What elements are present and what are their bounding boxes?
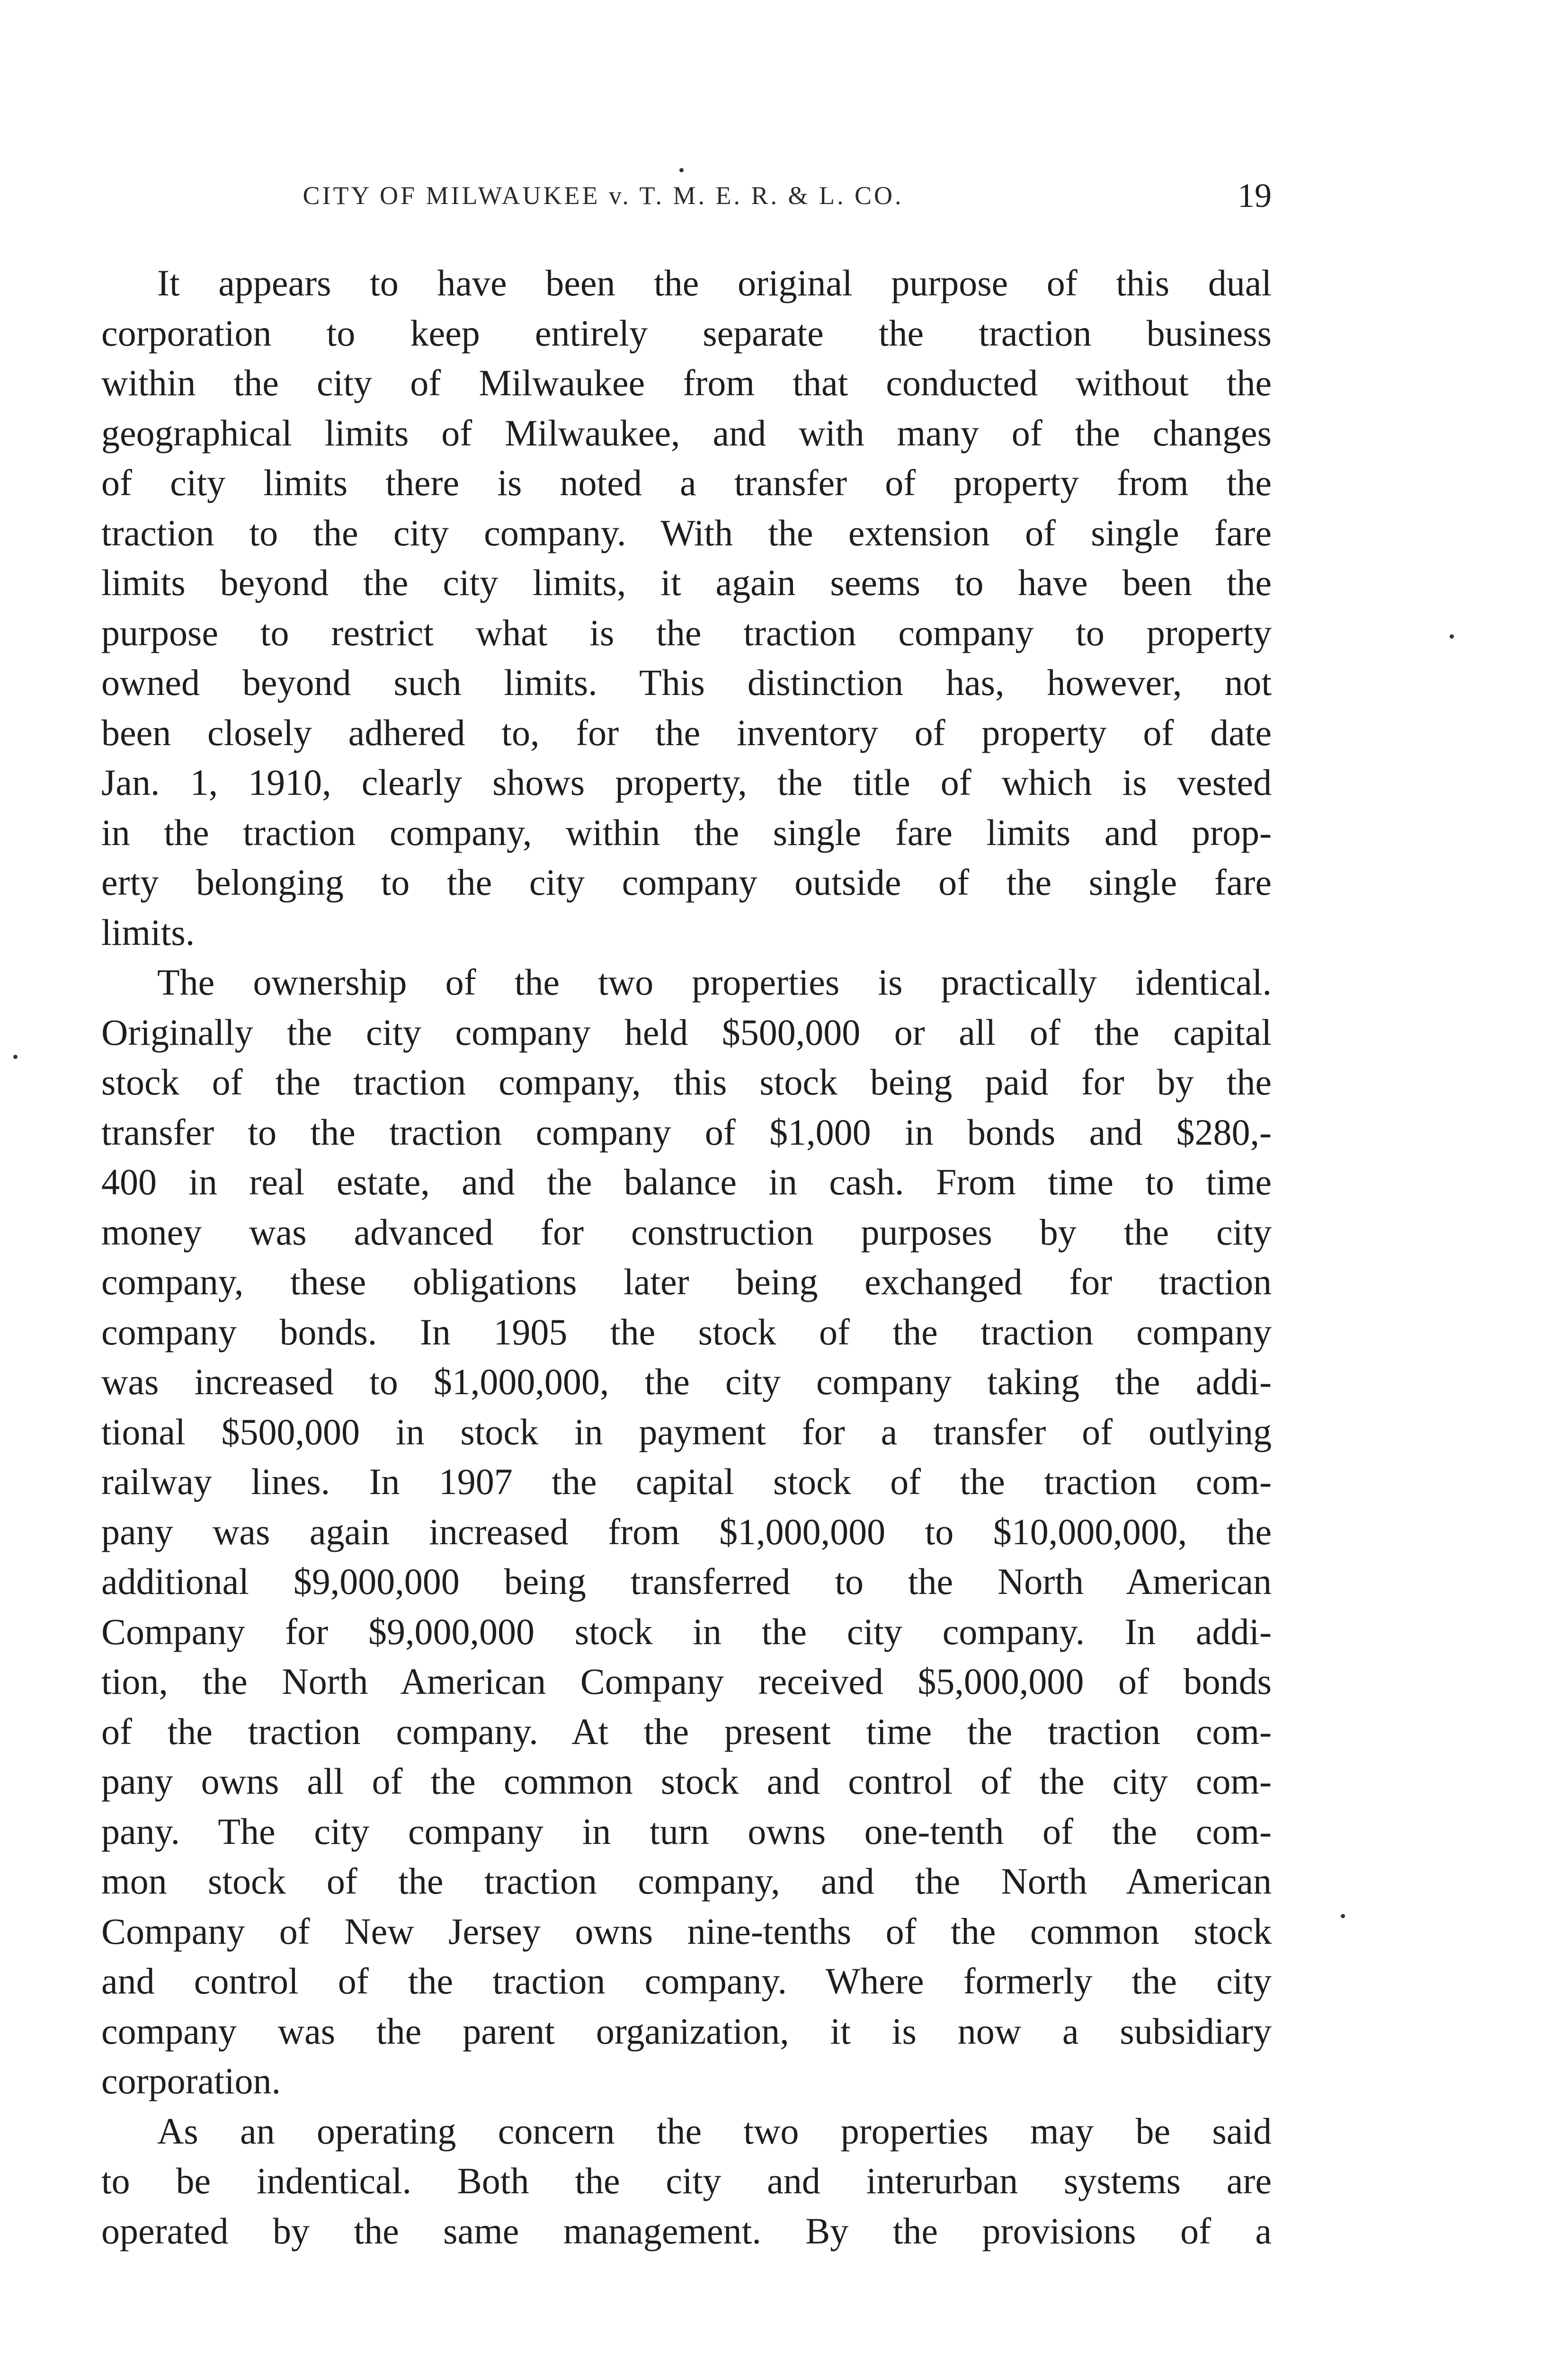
text-line: corporation to keep entirely separate the traction business: [101, 312, 1272, 354]
text-line: purpose to restrict what is the traction company to property: [101, 612, 1272, 653]
text-line: and control of the traction company. Where formerly the city: [101, 1960, 1272, 2002]
text-line: Company for $9,000,000 stock in the city company. In addi-: [101, 1611, 1272, 1652]
text-line: erty belonging to the city company outside of the single fare: [101, 862, 1272, 903]
text-line: limits beyond the city limits, it again seems to have been the: [101, 562, 1272, 603]
text-line: It appears to have been the original purpose of this dual: [157, 262, 1272, 303]
text-line: company bonds. In 1905 the stock of the traction company: [101, 1311, 1272, 1353]
text-line: to be indentical. Both the city and interurban systems are: [101, 2160, 1272, 2201]
print-speck: [13, 1055, 18, 1059]
text-line: pany owns all of the common stock and control of the city com-: [101, 1761, 1272, 1802]
print-speck: [679, 168, 684, 172]
text-line: corporation.: [101, 2060, 281, 2101]
text-line: in the traction company, within the single fare limits and prop-: [101, 811, 1272, 853]
text-line: company, these obligations later being exchanged for traction: [101, 1261, 1272, 1302]
text-line: was increased to $1,000,000, the city company taking the addi-: [101, 1361, 1272, 1402]
text-line: mon stock of the traction company, and the North American: [101, 1860, 1272, 1902]
text-line: operated by the same management. By the provisions of a: [101, 2210, 1272, 2251]
text-line: transfer to the traction company of $1,000 in bonds and $280,-: [101, 1111, 1272, 1153]
print-speck: [1341, 1914, 1345, 1918]
running-title: CITY OF MILWAUKEE v. T. M. E. R. & L. CO.: [303, 181, 904, 210]
text-line: Jan. 1, 1910, clearly shows property, the title of which is vested: [101, 762, 1272, 803]
text-line: Company of New Jersey owns nine-tenths of the common stock: [101, 1910, 1272, 1952]
text-line: Originally the city company held $500,000 or all of the capital: [101, 1011, 1272, 1053]
text-line: owned beyond such limits. This distinction has, however, not: [101, 662, 1272, 703]
text-line: railway lines. In 1907 the capital stock of the traction com-: [101, 1461, 1272, 1502]
text-line: additional $9,000,000 being transferred to the North American: [101, 1561, 1272, 1602]
text-line: traction to the city company. With the extension of single fare: [101, 512, 1272, 553]
text-line: money was advanced for construction purposes by the city: [101, 1211, 1272, 1253]
text-line: company was the parent organization, it is now a subsidiary: [101, 2010, 1272, 2052]
body-text: [101, 258, 1272, 2256]
text-line: tion, the North American Company received $5,000,000 of bonds: [101, 1661, 1272, 1702]
text-line: limits.: [101, 911, 195, 953]
text-line: of the traction company. At the present time the traction com-: [101, 1710, 1272, 1752]
page-number: 19: [1238, 177, 1272, 214]
text-line: of city limits there is noted a transfer of property from the: [101, 462, 1272, 503]
text-line: stock of the traction company, this stock being paid for by the: [101, 1061, 1272, 1103]
print-speck: [1450, 634, 1454, 639]
text-line: 400 in real estate, and the balance in cash. From time to time: [101, 1161, 1272, 1202]
text-line: pany was again increased from $1,000,000 to $10,000,000, the: [101, 1511, 1272, 1552]
text-line: The ownership of the two properties is practically identical.: [157, 961, 1272, 1003]
text-line: pany. The city company in turn owns one-tenth of the com-: [101, 1810, 1272, 1852]
running-header: [101, 176, 1272, 219]
text-line: As an operating concern the two properties may be said: [157, 2110, 1272, 2152]
text-line: tional $500,000 in stock in payment for a transfer of outlying: [101, 1411, 1272, 1452]
text-line: geographical limits of Milwaukee, and with many of the changes: [101, 412, 1272, 454]
text-line: within the city of Milwaukee from that conducted without the: [101, 362, 1272, 403]
text-line: been closely adhered to, for the inventory of property of date: [101, 712, 1272, 753]
